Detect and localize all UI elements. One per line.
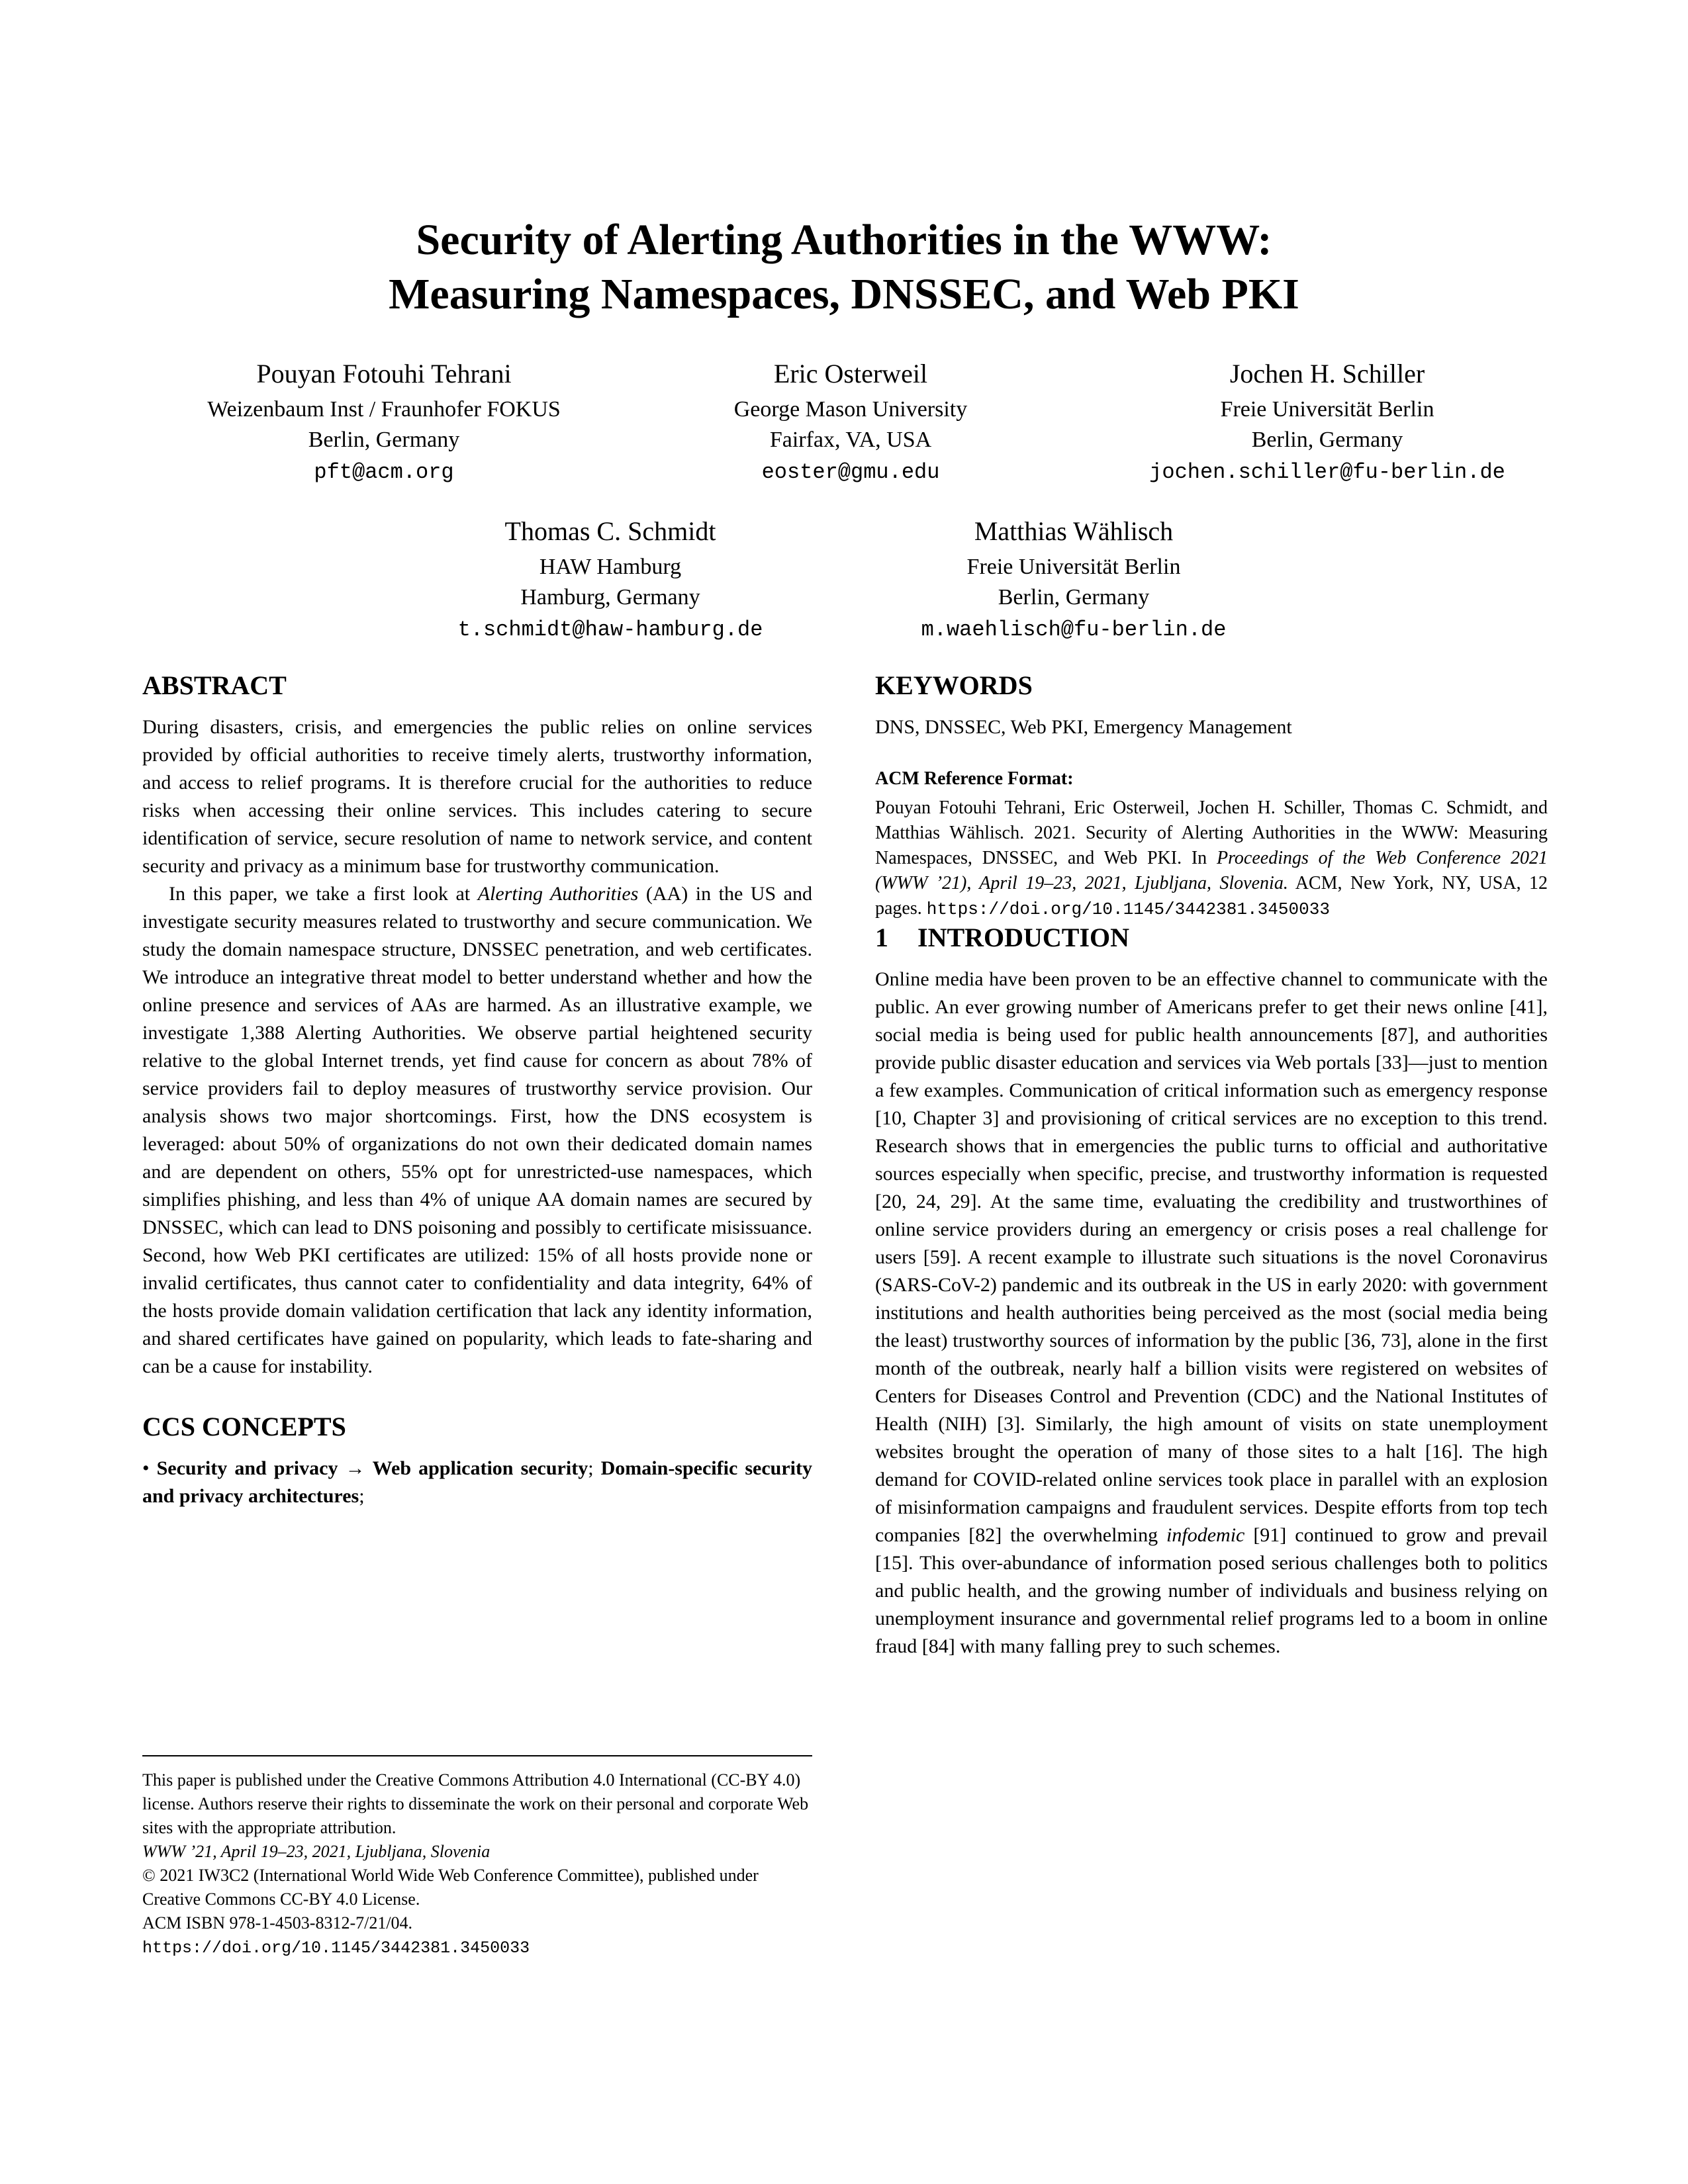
author-affiliation-line: Berlin, Germany	[308, 428, 460, 452]
footnote-venue-text: WWW ’21, April 19–23, 2021, Ljubljana, Slovenia	[142, 1842, 491, 1861]
author-name: Thomas C. Schmidt	[504, 516, 716, 546]
abstract-heading: ABSTRACT	[142, 670, 287, 700]
acm-reference-heading: ACM Reference Format:	[875, 768, 1074, 789]
author-card	[132, 357, 635, 488]
introduction-section-number: 1	[875, 923, 888, 952]
author-affiliation-line: Freie Universität Berlin	[1220, 397, 1434, 422]
footnote-doi-link[interactable]: https://doi.org/10.1145/3442381.3450033	[142, 1938, 530, 1958]
author-name: Jochen H. Schiller	[1229, 359, 1425, 388]
author-card	[842, 515, 1305, 645]
footnote-license-text: This paper is published under the Creative Commons Attribution 4.0 International (CC-BY 4.0) license. Authors reserve their rights to disseminate the work on their personal and corporate Web sites with the appropriate attribution.	[142, 1770, 809, 1837]
footnote-copyright-text: © 2021 IW3C2 (International World Wide Web Conference Committee), published under Creative Commons CC-BY 4.0 License.	[142, 1866, 759, 1909]
paper-title	[0, 213, 1688, 322]
author-affiliation-line: Hamburg, Germany	[520, 585, 700, 610]
keywords-heading: KEYWORDS	[875, 670, 1033, 700]
introduction-section-title: INTRODUCTION	[917, 923, 1130, 952]
author-affiliation-line: Berlin, Germany	[998, 585, 1150, 610]
acm-reference-text: Pouyan Fotouhi Tehrani, Eric Osterweil, Jochen H. Schiller, Thomas C. Schmidt, and Matthias Wählisch. 2021. Security of Alerting Authorities in the WWW: Measuring Namespaces, DNSSEC, and Web PKI. In Proceedings of the Web Conference 2021 (WWW ’21), April 19–23, 2021, Ljubljana, Slovenia. ACM, New York, NY, USA, 12 pages. https://doi.org/10.1145/3442381.3450033	[875, 797, 1548, 919]
author-name: Pouyan Fotouhi Tehrani	[256, 359, 512, 388]
footnote-block	[142, 1755, 812, 1960]
paper-title-line-2: Measuring Namespaces, DNSSEC, and Web PKI	[389, 270, 1299, 318]
author-email-link[interactable]: t.schmidt@haw-hamburg.de	[457, 617, 763, 642]
ccs-concepts-text: • Security and privacy → Web application security; Domain-specific security and privacy architectures;	[142, 1457, 812, 1507]
left-column	[142, 670, 812, 1510]
authors-row-2	[379, 515, 1305, 645]
paper-title-line-1: Security of Alerting Authorities in the WWW:	[416, 216, 1272, 264]
author-affiliation-line: Weizenbaum Inst / Fraunhofer FOKUS	[207, 397, 561, 422]
author-affiliation-line: George Mason University	[733, 397, 968, 422]
author-affiliation-line: Berlin, Germany	[1251, 428, 1403, 452]
keywords-text: DNS, DNSSEC, Web PKI, Emergency Management	[875, 716, 1292, 738]
author-affiliation-line: Fairfax, VA, USA	[769, 428, 932, 452]
author-email-link[interactable]: jochen.schiller@fu-berlin.de	[1149, 460, 1505, 484]
author-card	[379, 515, 842, 645]
author-affiliation-line: Freie Universität Berlin	[966, 555, 1181, 579]
author-affiliation-line: HAW Hamburg	[539, 555, 682, 579]
author-email-link[interactable]: pft@acm.org	[314, 460, 454, 484]
authors-row-1	[132, 357, 1589, 488]
footnote-isbn-text: ACM ISBN 978-1-4503-8312-7/21/04.	[142, 1913, 413, 1933]
author-name: Eric Osterweil	[773, 359, 928, 388]
abstract-paragraph-1: During disasters, crisis, and emergencies the public relies on online services provided by official authorities to receive timely alerts, trustworthy information, and access to relief programs. It is therefore crucial for the authorities to reduce risks when accessing their online services. This includes catering to secure identification of service, secure resolution of name to network service, and content security and privacy as a minimum base for trustworthy communication.	[142, 716, 812, 877]
author-email-link[interactable]: eoster@gmu.edu	[761, 460, 940, 484]
author-name: Matthias Wählisch	[974, 516, 1174, 546]
introduction-heading	[875, 922, 1548, 954]
introduction-paragraph: Online media have been proven to be an effective channel to communicate with the public. An ever growing number of Americans prefer to get their news online [41], social media is being used for public health announcements [87], and authorities provide public disaster education and services via Web portals [33]—just to mention a few examples. Communication of critical information such as emergency response [10, Chapter 3] and provisioning of critical services are no exception to this trend. Research shows that in emergencies the public turns to official and authoritative sources especially when specific, precise, and trustworthy information is requested [20, 24, 29]. At the same time, evaluating the credibility and trustworthines of online service providers during an emergency or crisis poses a real challenge for users [59]. A recent example to illustrate such situations is the novel Coronavirus (SARS-CoV-2) pandemic and its outbreak in the US in early 2020: with government institutions and health authorities being perceived as the most (social media being the least) trustworthy sources of information by the public [36, 73], alone in the first month of the outbreak, nearly half a billion visits were registered on websites of Centers for Diseases Control and Prevention (CDC) and the National Institutes of Health (NIH) [3]. Similarly, the high amount of visits on state unemployment websites brought the operation of many of those sites to a halt [16]. The high demand for COVID-related online services took place in parallel with an explosion of misinformation campaigns and fraudulent services. Despite efforts from top tech companies [82] the overwhelming infodemic [91] continued to grow and prevail [15]. This over-abundance of information posed serious challenges both to politics and public health, and the growing number of individuals and business relying on unemployment insurance and governmental relief programs led to a boom in online fraud [84] with many falling prey to such schemes.	[875, 968, 1548, 1657]
author-card	[1066, 357, 1589, 488]
author-email-link[interactable]: m.waehlisch@fu-berlin.de	[921, 617, 1227, 642]
ccs-concepts-heading: CCS CONCEPTS	[142, 1412, 346, 1441]
author-card	[635, 357, 1066, 488]
right-column	[875, 670, 1548, 1661]
abstract-paragraph-2: In this paper, we take a first look at Alerting Authorities (AA) in the US and investigate security measures related to trustworthy and secure communication. We study the domain namespace structure, DNSSEC penetration, and web certificates. We introduce an integrative threat model to better understand whether and how the online presence and services of AAs are harmed. As an illustrative example, we investigate 1,388 Alerting Authorities. We observe partial heightened security relative to the global Internet trends, yet find cause for concern as about 78% of service providers fail to deploy measures of trustworthy service provision. Our analysis shows two major shortcomings. First, how the DNS ecosystem is leveraged: about 50% of organizations do not own their dedicated domain names and are dependent on others, 55% opt for unrestricted-use namespaces, which simplifies phishing, and less than 4% of unique AA domain names are secured by DNSSEC, which can lead to DNS poisoning and possibly to certificate misissuance. Second, how Web PKI certificates are utilized: 15% of all hosts provide none or invalid certificates, thus cannot cater to confidentiality and data integrity, 64% of the hosts provide domain validation certification that lack any identity information, and shared certificates have gained on popularity, which leads to fate-sharing and can be a cause for instability.	[142, 883, 813, 1377]
